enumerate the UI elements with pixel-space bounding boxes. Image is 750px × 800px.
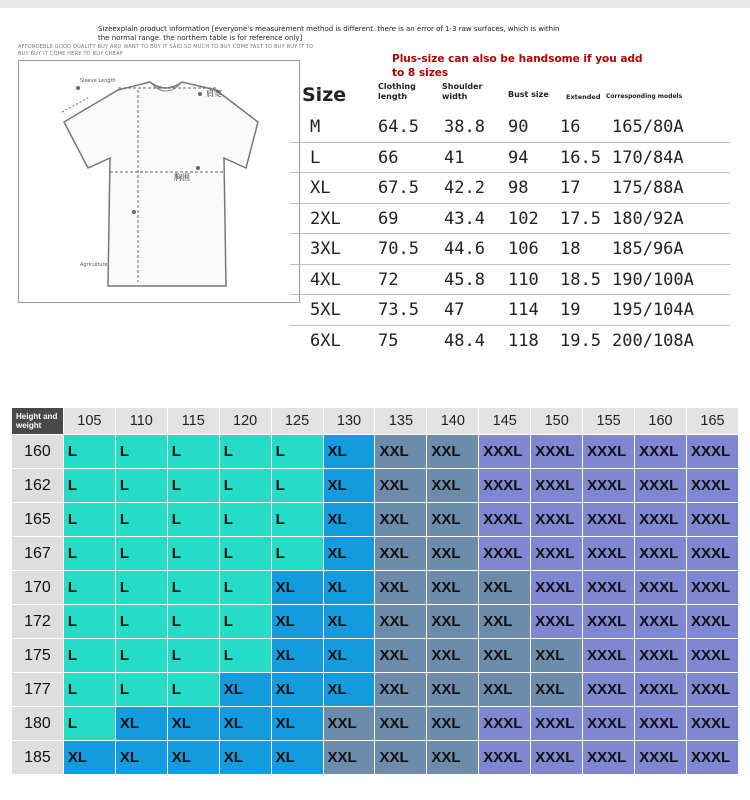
fit-cell: L — [220, 537, 271, 570]
fit-cell: XXXL — [583, 435, 634, 468]
bust-cell: 102 — [508, 208, 539, 229]
fit-cell: L — [168, 673, 219, 706]
model-cell: 170/84A — [612, 147, 684, 168]
fit-cell: XXL — [375, 503, 426, 536]
height-weight-fit-grid — [11, 407, 739, 775]
fit-cell: XXXL — [531, 605, 582, 638]
extended-cell: 19 — [560, 300, 581, 320]
shoulder-label: 肩宽 — [206, 89, 222, 98]
fit-cell: L — [220, 571, 271, 604]
fit-row — [12, 503, 738, 536]
fit-cell: L — [64, 435, 115, 468]
promo-subnote: AFFORDEBLE GOOD QUALITY BUY AND WANT TO BUY IT SAID SO MUCH TO BUY COME FAST TO BUY BUY IT TO BUY BUY IT COME HERE TO BUY CHEAP — [18, 44, 314, 57]
height-label: 172 — [12, 605, 63, 638]
extended-cell: 18 — [560, 239, 581, 259]
fit-cell: XXXL — [479, 435, 530, 468]
size-row — [290, 295, 730, 326]
model-cell: 180/92A — [612, 208, 684, 229]
fit-cell: XXL — [427, 571, 478, 604]
fit-cell: L — [272, 503, 323, 536]
fit-cell: XL — [64, 741, 115, 774]
size-row — [290, 112, 730, 143]
bust-cell: 106 — [508, 239, 539, 259]
size-table-header — [300, 80, 730, 114]
height-label: 170 — [12, 571, 63, 604]
fit-cell: XXXL — [635, 571, 686, 604]
bust-cell: 114 — [508, 300, 539, 320]
fit-cell: XXXL — [635, 639, 686, 672]
fit-cell: XL — [272, 707, 323, 740]
size-row — [290, 173, 730, 204]
fit-cell: L — [64, 605, 115, 638]
fit-cell: XXXL — [479, 707, 530, 740]
fit-cell: L — [64, 639, 115, 672]
model-cell: 195/104A — [612, 300, 694, 320]
weight-header: 115 — [168, 408, 219, 434]
header-shoulder-width: Shoulder width — [442, 82, 483, 101]
shoulder-cell: 42.2 — [444, 178, 485, 198]
fit-cell: XXL — [375, 673, 426, 706]
tshirt-diagram-svg — [18, 60, 300, 303]
height-label: 167 — [12, 537, 63, 570]
size-row — [290, 143, 730, 174]
fit-cell: L — [64, 537, 115, 570]
fit-cell: XL — [324, 639, 375, 672]
bust-cell: 90 — [508, 117, 529, 137]
fit-cell: XL — [272, 741, 323, 774]
bust-cell: 118 — [508, 330, 539, 351]
fit-cell: L — [272, 537, 323, 570]
fit-cell: XXL — [479, 673, 530, 706]
fit-cell: L — [116, 469, 167, 502]
bust-cell: 98 — [508, 178, 529, 198]
fit-cell: XXXL — [479, 741, 530, 774]
fit-cell: XXL — [531, 673, 582, 706]
fit-cell: XXXL — [531, 537, 582, 570]
fit-cell: XXL — [324, 741, 375, 774]
fit-cell: L — [64, 571, 115, 604]
extended-cell: 18.5 — [560, 269, 601, 290]
sleeve-label: Sleeve Length — [80, 78, 116, 84]
height-label: 165 — [12, 503, 63, 536]
height-label: 175 — [12, 639, 63, 672]
fit-cell: XXL — [427, 503, 478, 536]
fit-cell: XXXL — [635, 741, 686, 774]
fit-cell: L — [116, 571, 167, 604]
promo-text: Plus-size can also be handsome if you add to 8 sizes — [392, 53, 643, 79]
bust-cell: 110 — [508, 269, 539, 290]
fit-cell: L — [116, 605, 167, 638]
header-bust-size: Bust size — [508, 90, 549, 99]
height-label: 177 — [12, 673, 63, 706]
shoulder-cell: 48.4 — [444, 330, 485, 351]
size-explanation-note: Sizeexplain product information [everyone's measurement method is different. there is an error of 1-3 raw surfaces, which is within the normal range. the northern table is for reference only] — [98, 25, 560, 42]
size-row — [290, 326, 730, 356]
fit-cell: L — [220, 503, 271, 536]
model-cell: 200/108A — [612, 330, 694, 351]
fit-cell: XXL — [427, 639, 478, 672]
fit-cell: XXXL — [687, 435, 738, 468]
size-cell: XL — [310, 178, 331, 198]
fit-cell: XXL — [427, 435, 478, 468]
fit-cell: L — [116, 503, 167, 536]
fit-cell: L — [116, 537, 167, 570]
fit-row — [12, 469, 738, 502]
extended-cell: 17.5 — [560, 208, 601, 229]
fit-cell: XXL — [427, 673, 478, 706]
fit-cell: XXXL — [687, 469, 738, 502]
fit-cell: L — [168, 537, 219, 570]
weight-header: 130 — [324, 408, 375, 434]
fit-cell: XXXL — [635, 503, 686, 536]
fit-cell: XXL — [427, 469, 478, 502]
fit-row — [12, 707, 738, 740]
size-cell: 4XL — [310, 269, 341, 290]
extended-cell: 19.5 — [560, 330, 601, 351]
fit-cell: L — [272, 435, 323, 468]
weight-header: 160 — [635, 408, 686, 434]
size-table-rows — [290, 112, 730, 355]
fit-cell: XXXL — [531, 469, 582, 502]
weight-header: 155 — [583, 408, 634, 434]
fit-cell: XXL — [375, 741, 426, 774]
fit-row — [12, 639, 738, 672]
fit-cell: L — [220, 435, 271, 468]
fit-cell: L — [168, 469, 219, 502]
length-cell: 64.5 — [378, 117, 419, 137]
fit-cell: XXL — [427, 741, 478, 774]
weight-header: 125 — [272, 408, 323, 434]
fit-cell: XXXL — [583, 537, 634, 570]
fit-cell: XXXL — [583, 673, 634, 706]
length-label: Agriculture — [80, 262, 108, 268]
fit-cell: XXXL — [531, 503, 582, 536]
size-cell: 5XL — [310, 300, 341, 320]
model-cell: 185/96A — [612, 239, 684, 259]
fit-cell: XXXL — [687, 503, 738, 536]
fit-cell: XXXL — [687, 605, 738, 638]
fit-cell: XL — [272, 571, 323, 604]
fit-cell: L — [64, 707, 115, 740]
shoulder-cell: 41 — [444, 147, 465, 168]
fit-row — [12, 673, 738, 706]
model-cell: 190/100A — [612, 269, 694, 290]
fit-cell: L — [220, 469, 271, 502]
fit-cell: XXXL — [583, 741, 634, 774]
fit-cell: XXXL — [635, 469, 686, 502]
fit-cell: XL — [168, 707, 219, 740]
model-cell: 165/80A — [612, 117, 684, 137]
length-cell: 73.5 — [378, 300, 419, 320]
fit-cell: XXXL — [583, 469, 634, 502]
fit-cell: XXXL — [583, 503, 634, 536]
fit-cell: L — [220, 639, 271, 672]
fit-cell: L — [116, 639, 167, 672]
weight-header: 165 — [687, 408, 738, 434]
fit-cell: XL — [324, 605, 375, 638]
fit-cell: XXXL — [635, 605, 686, 638]
fit-cell: L — [168, 639, 219, 672]
extended-cell: 17 — [560, 178, 581, 198]
height-label: 185 — [12, 741, 63, 774]
fit-cell: XXXL — [583, 605, 634, 638]
fit-cell: XL — [324, 503, 375, 536]
fit-cell: XXXL — [635, 537, 686, 570]
fit-cell: XXXL — [635, 435, 686, 468]
size-row — [290, 204, 730, 235]
fit-cell: XL — [116, 741, 167, 774]
bust-cell: 94 — [508, 147, 529, 168]
shoulder-cell: 43.4 — [444, 208, 485, 229]
length-cell: 75 — [378, 330, 399, 351]
fit-cell: XXL — [375, 571, 426, 604]
weight-header: 110 — [116, 408, 167, 434]
height-label: 162 — [12, 469, 63, 502]
weight-header: 150 — [531, 408, 582, 434]
header-clothing-length: Clothing length — [378, 82, 416, 101]
fit-cell: XXXL — [479, 537, 530, 570]
fit-cell: L — [220, 605, 271, 638]
header-corresponding-models: Corresponding models — [606, 93, 683, 100]
shoulder-cell: 44.6 — [444, 239, 485, 259]
fit-cell: XXL — [531, 639, 582, 672]
fit-row — [12, 435, 738, 468]
shoulder-cell: 45.8 — [444, 269, 485, 290]
top-strip — [0, 0, 750, 8]
fit-cell: XXXL — [531, 571, 582, 604]
fit-cell: L — [64, 673, 115, 706]
length-cell: 70.5 — [378, 239, 419, 259]
extended-cell: 16.5 — [560, 147, 601, 168]
fit-cell: XXXL — [531, 741, 582, 774]
fit-cell: L — [116, 435, 167, 468]
height-label: 160 — [12, 435, 63, 468]
fit-cell: L — [64, 469, 115, 502]
header-extended: Extended — [566, 93, 601, 101]
fit-cell: XL — [324, 469, 375, 502]
fit-cell: XL — [220, 673, 271, 706]
fit-cell: XXL — [375, 605, 426, 638]
length-cell: 66 — [378, 147, 399, 168]
fit-cell: L — [168, 605, 219, 638]
fit-cell: XXL — [427, 605, 478, 638]
fit-cell: XXL — [427, 537, 478, 570]
fit-cell: XXXL — [687, 741, 738, 774]
fit-cell: L — [168, 435, 219, 468]
shoulder-cell: 47 — [444, 300, 465, 320]
fit-cell: XL — [324, 435, 375, 468]
length-cell: 69 — [378, 208, 399, 229]
fit-table — [11, 407, 739, 775]
fit-cell: XL — [220, 707, 271, 740]
fit-cell: XXL — [479, 639, 530, 672]
weight-header: 105 — [64, 408, 115, 434]
fit-cell: XXL — [479, 571, 530, 604]
model-cell: 175/88A — [612, 178, 684, 198]
length-cell: 67.5 — [378, 178, 419, 198]
weight-header: 120 — [220, 408, 271, 434]
size-row — [290, 265, 730, 296]
fit-cell: XL — [324, 571, 375, 604]
fit-cell: L — [168, 503, 219, 536]
fit-cell: XXXL — [531, 435, 582, 468]
weight-header: 135 — [375, 408, 426, 434]
fit-cell: L — [168, 571, 219, 604]
fit-cell: XL — [272, 673, 323, 706]
fit-row — [12, 537, 738, 570]
fit-cell: XL — [168, 741, 219, 774]
weight-header: 140 — [427, 408, 478, 434]
size-cell: L — [310, 147, 321, 168]
fit-cell: L — [116, 673, 167, 706]
fit-cell: XXL — [375, 537, 426, 570]
fit-row — [12, 605, 738, 638]
fit-cell: L — [272, 469, 323, 502]
size-cell: 6XL — [310, 330, 341, 351]
size-cell: M — [310, 117, 321, 137]
fit-row — [12, 741, 738, 774]
fit-cell: XXL — [375, 469, 426, 502]
fit-cell: XXXL — [687, 673, 738, 706]
tshirt-measurement-diagram — [18, 60, 300, 303]
fit-cell: XL — [272, 605, 323, 638]
height-weight-corner-label: Height and weight — [12, 408, 63, 434]
fit-cell: XL — [324, 537, 375, 570]
fit-cell: XXXL — [583, 639, 634, 672]
fit-cell: XXXL — [583, 707, 634, 740]
fit-cell: XXL — [479, 605, 530, 638]
fit-cell: XXL — [427, 707, 478, 740]
fit-cell: XXL — [375, 639, 426, 672]
fit-cell: XL — [116, 707, 167, 740]
fit-cell: XXXL — [635, 673, 686, 706]
size-cell: 3XL — [310, 239, 341, 259]
fit-cell: XXXL — [479, 503, 530, 536]
height-label: 180 — [12, 707, 63, 740]
fit-cell: XXL — [324, 707, 375, 740]
fit-cell: XL — [272, 639, 323, 672]
chest-label: 胸围 — [174, 173, 190, 182]
fit-cell: XXL — [375, 435, 426, 468]
length-cell: 72 — [378, 269, 399, 290]
fit-cell: XXXL — [583, 571, 634, 604]
fit-cell: XXXL — [531, 707, 582, 740]
size-row — [290, 234, 730, 265]
size-cell: 2XL — [310, 208, 341, 229]
fit-cell: XL — [324, 673, 375, 706]
extended-cell: 16 — [560, 117, 581, 137]
fit-cell: XXXL — [687, 571, 738, 604]
size-header-title: Size — [302, 84, 347, 106]
fit-row — [12, 571, 738, 604]
fit-cell: XXL — [375, 707, 426, 740]
fit-cell: XXXL — [479, 469, 530, 502]
fit-cell: L — [64, 503, 115, 536]
fit-cell: XXXL — [687, 707, 738, 740]
shoulder-cell: 38.8 — [444, 117, 485, 137]
fit-body — [12, 435, 738, 774]
weight-header: 145 — [479, 408, 530, 434]
fit-cell: XL — [220, 741, 271, 774]
fit-cell: XXXL — [635, 707, 686, 740]
fit-cell: XXXL — [687, 639, 738, 672]
fit-header-row — [12, 408, 738, 434]
fit-cell: XXXL — [687, 537, 738, 570]
